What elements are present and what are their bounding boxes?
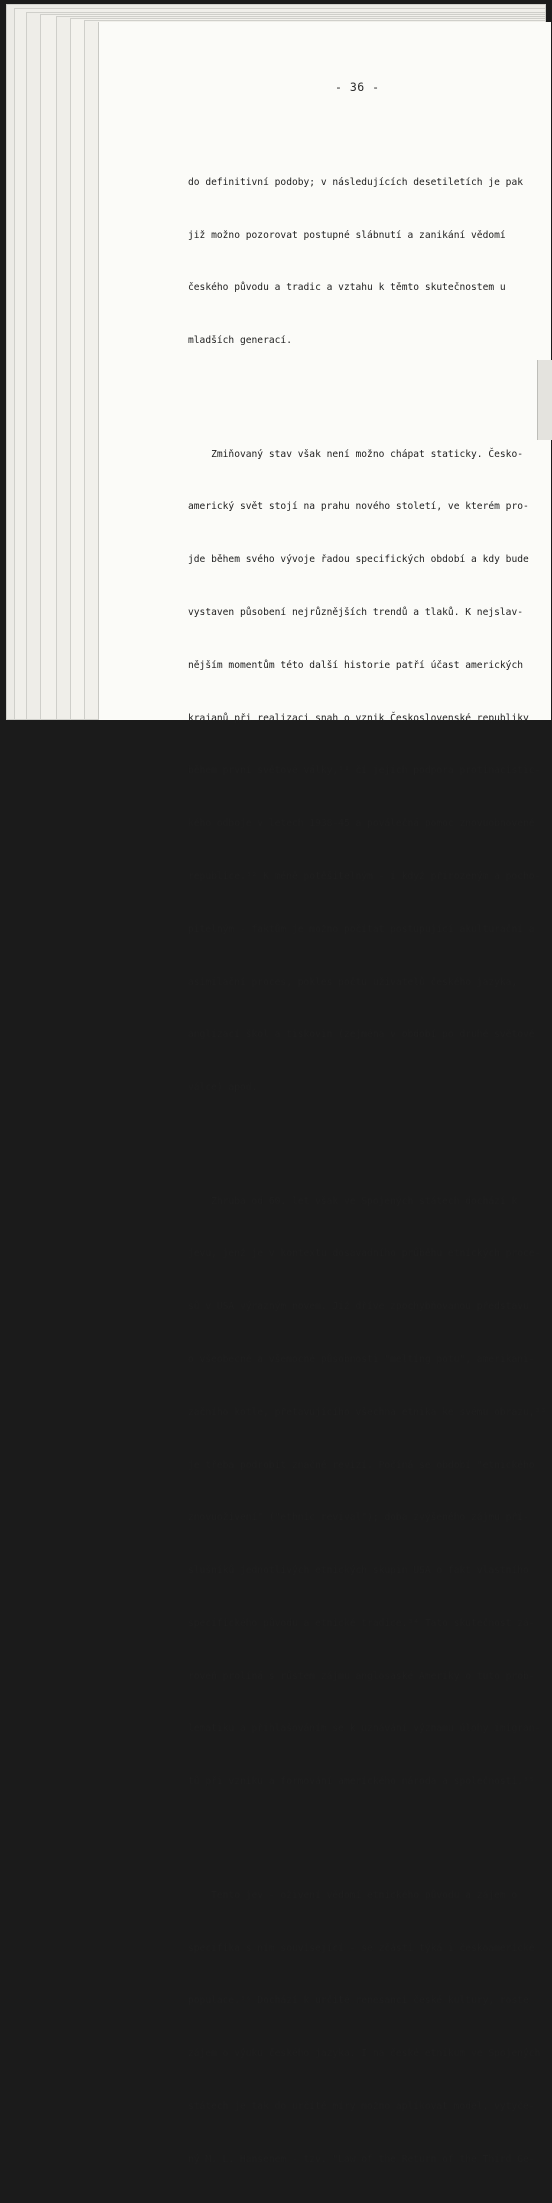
text-line: znovuoživení" ("ethnic revival"); doba zvýšeného zájmu pří- <box>188 1512 529 1524</box>
text-line: do definitivní podoby; v následujících desetiletích je pak <box>188 176 524 188</box>
page-number: - 36 - <box>335 80 380 94</box>
text-line: pitelným - faktům je možno počítat postupující akulturační a <box>188 923 535 935</box>
text-line: již možno pozorovat postupné slábnutí a zanikání vědomí <box>188 229 506 241</box>
text-line: slušníků jednotlivých etnických skupin USA o fakt vlastního <box>188 1565 529 1577</box>
text-line: začního kotle, přetavujícího všechna etnika ke svému obrazu,³³ <box>188 1406 547 1418</box>
text-line: kého odboje v letech 1938-45 a poválečná pomoc znovuobnovené <box>188 818 535 830</box>
text-line: americký svět stojí na prahu nového století, ve kterém pro- <box>188 501 529 513</box>
paragraph-gap <box>188 1132 548 1140</box>
text-line: republice.³² K méně potěšitelným - i když přirozeným a pocho- <box>188 870 541 882</box>
text-line: roveň prolíná s růstem zájmu anglosaské Ameriky o tuto prob- <box>188 1670 535 1682</box>
text-line: anglizaci škol a tiskovin (zejména v období po druhé světové <box>188 1029 535 1041</box>
text-line: českého původu a tradic a vztahu k těmto skutečnostem u <box>188 282 506 294</box>
text-line: válce) apod. <box>188 1082 258 1094</box>
text-line: lematiku a přihlašováním se k uznávání významu úlohy imigran- <box>188 1723 541 1735</box>
text-line: asimilační proces, pokles počtu uživatelů českého jazyka, <box>188 976 518 988</box>
text-line: Tento jev - oživení vědomí etnického původu a zájem o <box>188 1889 518 1901</box>
text-line: mladších generací. <box>188 335 292 347</box>
text-line: je třeba podrobit značné revizi. Počíná se období "etnického <box>188 1459 535 1471</box>
paragraph-gap <box>188 1826 548 1834</box>
text-line: Zmiňovaný stav však není možno chápat staticky. Česko- <box>188 448 524 460</box>
text-line: o všeobecné a všemocné působnosti "melting potu", amerikani- <box>188 1353 535 1365</box>
text-line: populace.³⁶ Dochází k určité renesanci české kultury, roste <box>188 1995 529 2007</box>
text-line: specifického původu a etnické tradice.³⁴ Tato skutečnost zá- <box>188 1617 535 1629</box>
text-line: vystaven působení nejrůznějších trendů a tlaků. K nejslav- <box>188 607 524 619</box>
text-line: jde během svého vývoje řadou specifických období a kdy bude <box>188 554 529 566</box>
text-line: sů v USA výrazným novem. Již dříve zpochybňovanou představu <box>188 1301 529 1313</box>
text-line: nějším momentům této další historie patří účast amerických <box>188 659 524 671</box>
paragraph-gap <box>188 385 548 393</box>
text-line: tů při vzniku a formování amerického národa a společnosti.³⁵ <box>188 1776 535 1788</box>
text-line: krajanů při realizaci snah o vznik Československé republiky <box>188 712 529 724</box>
page-body <box>188 121 548 2203</box>
text-line: zájem o výuku českého jazyka. I na české etnikum ve Spojených <box>188 2048 541 2060</box>
text-line: Zhruba od 60. let však ve Spojených státech dochází k <box>188 1195 518 1207</box>
text-line: státech je tak do určité míry možno aplikovat model, vytyče- <box>188 2100 535 2112</box>
text-line: specifika s ním související - se zčásti týká i českoamerické <box>188 1942 535 1954</box>
text-line: během první světové války,³¹ či jejich podpora protinacistic- <box>188 765 541 777</box>
text-line: jevu, jenž je v kontextu dosavadního průběhu etnických proce- <box>188 1248 541 1260</box>
text-line: ný M. L. Hansenem - tzv. "Law of the Return of the Third Ge- <box>188 2153 535 2165</box>
